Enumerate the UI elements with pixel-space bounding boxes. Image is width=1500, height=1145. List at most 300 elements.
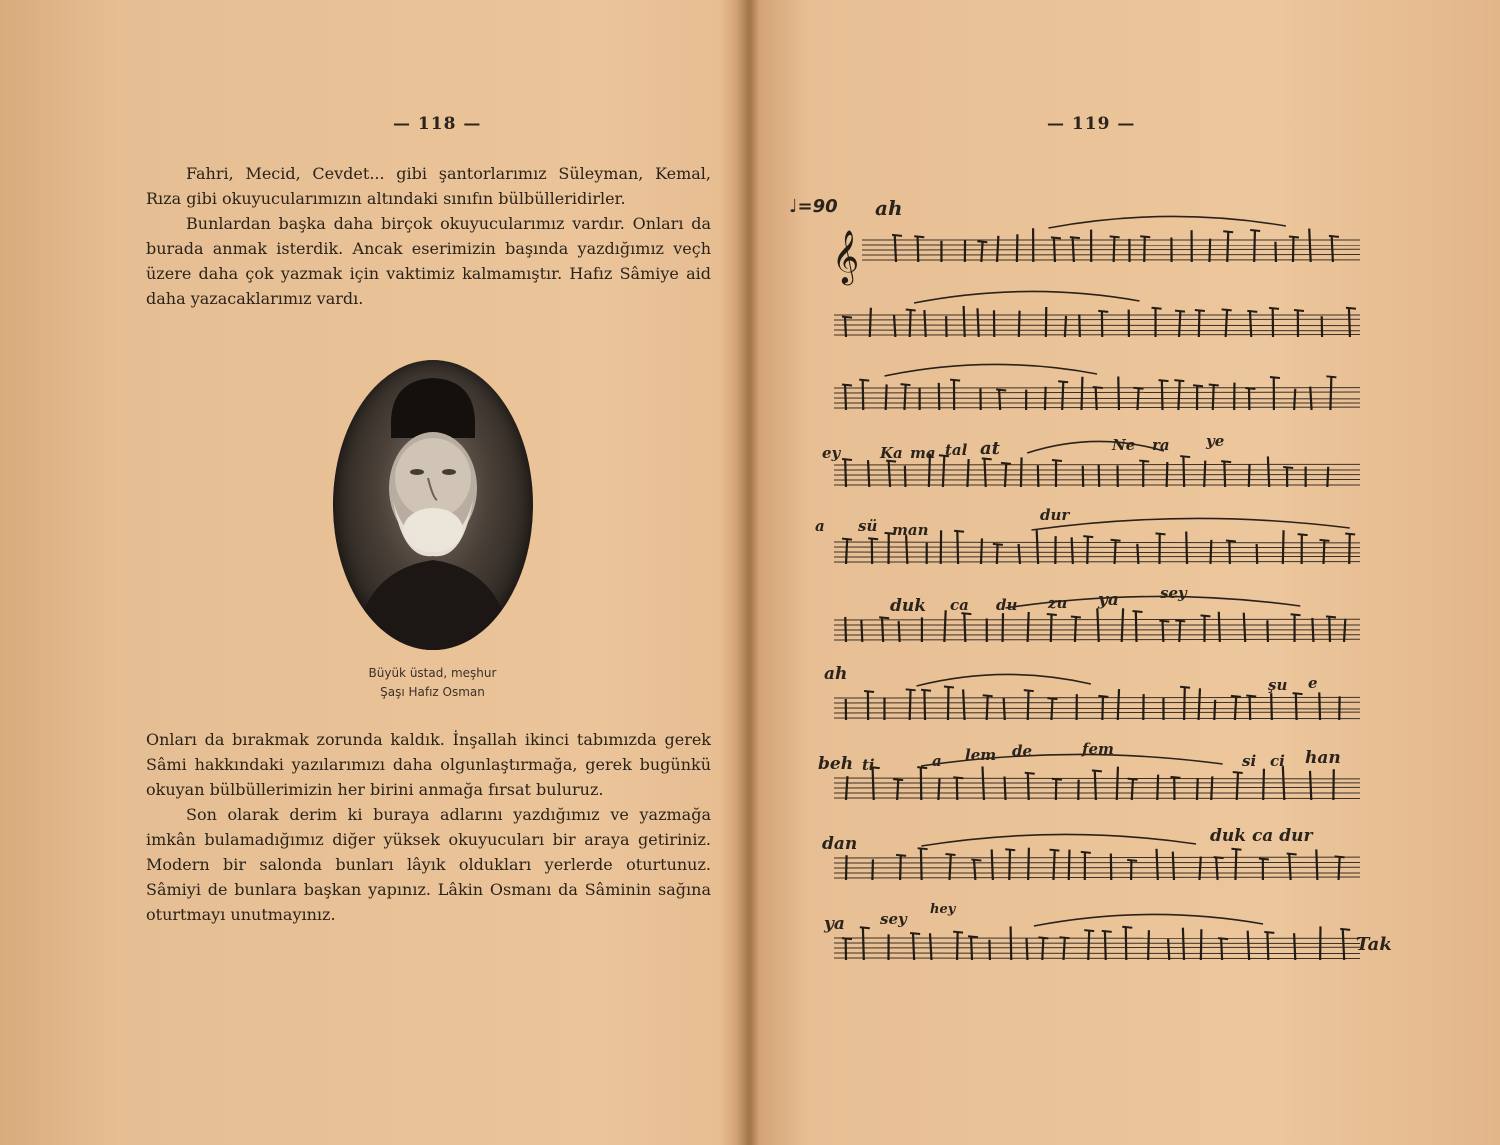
note-flag [993, 544, 1003, 545]
note-flag [1128, 779, 1138, 780]
note-stem [1118, 376, 1119, 410]
note-flag [946, 854, 956, 855]
lyric-syllable: ey [822, 444, 841, 462]
note-stem [1310, 771, 1311, 800]
note-flag [1159, 380, 1169, 381]
lyric-syllable: duk ca dur [1210, 826, 1313, 846]
note-stem [1004, 698, 1005, 720]
note-flag [879, 617, 889, 618]
note-flag [1231, 696, 1241, 697]
note-stem [1117, 767, 1118, 800]
note-stem [1257, 544, 1258, 564]
note-flag [1269, 308, 1279, 309]
note-flag [1140, 236, 1150, 237]
note-flag [1110, 236, 1120, 237]
note-flag [1005, 849, 1015, 850]
slur [1027, 441, 1164, 453]
note-flag [1084, 930, 1094, 931]
note-stem [957, 932, 958, 960]
note-flag [842, 938, 852, 939]
note-flag [1047, 698, 1057, 699]
lyric-syllable: sey [1160, 584, 1187, 602]
note-stem [1069, 850, 1070, 880]
note-stem [950, 854, 951, 880]
note-flag [1209, 385, 1219, 386]
lyric-syllable: ti [862, 756, 875, 774]
note-stem [861, 620, 862, 642]
note-stem [1309, 229, 1310, 262]
note-flag [1326, 616, 1336, 617]
note-flag [917, 767, 927, 768]
note-flag [914, 236, 924, 237]
note-flag [1175, 620, 1185, 621]
note-stem [845, 459, 846, 487]
note-flag [906, 689, 916, 690]
note-flag [1083, 536, 1093, 537]
paragraph: Fahri, Mecid, Cevdet... gibi şantorlarımız Süleyman, Kemal, Rıza gibi okuyucularımızın altındaki sınıfın bülbülleridirler. [146, 164, 711, 208]
note-stem [1157, 775, 1158, 800]
note-stem [1082, 377, 1083, 410]
note-stem [1144, 236, 1145, 262]
note-flag [944, 686, 954, 687]
note-stem [1289, 854, 1290, 880]
lyric-syllable: ma [910, 444, 936, 462]
note-stem [964, 613, 965, 642]
note-stem [1254, 230, 1255, 262]
note-stem [895, 235, 896, 262]
note-flag [1180, 456, 1190, 457]
portrait-image [333, 360, 533, 650]
note-stem [1114, 236, 1115, 262]
note-stem [977, 308, 978, 337]
left-page [0, 0, 748, 1145]
note-flag [1111, 540, 1121, 541]
note-flag [1155, 533, 1165, 534]
note-stem [997, 236, 998, 262]
note-stem [974, 860, 975, 880]
note-flag [1247, 311, 1257, 312]
note-flag [1102, 931, 1112, 932]
note-stem [1051, 698, 1052, 720]
slur [917, 674, 1091, 686]
staff [834, 291, 1360, 337]
note-stem [1005, 463, 1006, 487]
note-stem [1021, 457, 1022, 487]
note-flag [842, 317, 852, 318]
note-stem [1028, 612, 1029, 642]
lyric-syllable: at [980, 438, 1000, 459]
note-stem [845, 385, 846, 410]
note-flag [1052, 779, 1062, 780]
note-stem [1214, 700, 1215, 720]
note-stem [1163, 621, 1164, 642]
note-flag [1294, 310, 1304, 311]
note-stem [1162, 380, 1163, 410]
lyric-syllable: zu [1048, 594, 1068, 612]
note-stem [900, 855, 901, 880]
note-stem [1132, 779, 1133, 800]
note-flag [1195, 310, 1205, 311]
note-stem [1028, 848, 1029, 880]
lyric-syllable: a [932, 752, 942, 770]
note-stem [971, 936, 972, 960]
staff [834, 914, 1360, 960]
note-stem [1199, 688, 1200, 720]
note-stem [1316, 849, 1317, 880]
note-stem [967, 459, 968, 487]
paragraph: Son olarak derim ki buraya adlarını yazdığımız ve yazmağa imkân bulamadığımız diğer yüksek okuyucuları bir araya getiriniz. Modern bir salonda bunları lâyık oldukları yerlerde oturtunuz. Sâmiyi de bunlara başkan yapınız. Lâkin Osmanı da Sâminin sağına oturtmayı unutmayınız. [146, 805, 711, 924]
note-flag [1214, 857, 1224, 858]
note-stem [938, 779, 939, 800]
note-flag [1289, 236, 1299, 237]
note-stem [1079, 314, 1080, 337]
note-flag [893, 779, 903, 780]
note-flag [1093, 387, 1103, 388]
note-stem [886, 384, 887, 410]
tempo-marking: ♩=90 [789, 196, 838, 217]
note-stem [1097, 608, 1098, 642]
note-stem [845, 317, 846, 337]
note-stem [1019, 311, 1020, 337]
note-stem [1237, 772, 1238, 800]
note-stem [1075, 616, 1076, 642]
note-flag [996, 390, 1006, 391]
note-stem [872, 859, 873, 880]
note-stem [930, 933, 931, 960]
slur [1048, 216, 1285, 228]
note-flag [1001, 463, 1011, 464]
note-flag [1259, 859, 1269, 860]
note-flag [859, 380, 869, 381]
paragraph: Onları da bırakmak zorunda kaldık. İnşallah ikinci tabımızda gerek Sâmi hakkındaki yazılarımızı daha olgunlaştırmağa, gerek bugünkü okuyan bülbüllerimizin her birini anmağa fırsat buluruz. [146, 730, 711, 799]
note-stem [846, 776, 847, 800]
note-flag [1038, 937, 1048, 938]
note-stem [957, 777, 958, 800]
note-stem [868, 460, 869, 487]
note-stem [1009, 849, 1010, 880]
caption-line: Büyük üstad, meşhur [368, 666, 497, 680]
note-stem [1199, 857, 1200, 880]
note-flag [1335, 856, 1345, 857]
note-stem [1178, 380, 1179, 410]
note-stem [1275, 242, 1276, 262]
note-flag [1127, 860, 1137, 861]
note-flag [1081, 852, 1091, 853]
note-stem [1199, 310, 1200, 337]
note-flag [1092, 770, 1102, 771]
note-stem [846, 539, 847, 564]
note-stem [1126, 927, 1127, 960]
note-stem [1028, 690, 1029, 720]
note-flag [1098, 311, 1108, 312]
note-stem [1213, 385, 1214, 410]
note-stem [1332, 236, 1333, 262]
note-stem [846, 855, 847, 880]
note-flag [896, 855, 906, 856]
note-stem [1179, 311, 1180, 337]
note-stem [944, 610, 945, 642]
note-stem [1184, 687, 1185, 720]
note-stem [1293, 236, 1294, 262]
lyric-syllable: ya [824, 914, 845, 934]
right-page [752, 0, 1500, 1145]
note-flag [1180, 687, 1190, 688]
note-stem [982, 766, 983, 800]
portrait-photo [333, 360, 533, 650]
text-block-bottom [146, 727, 711, 927]
note-flag [953, 777, 963, 778]
note-stem [1011, 926, 1012, 960]
text-block-top [146, 161, 711, 311]
lyric-syllable: sey [880, 910, 907, 928]
note-stem [987, 695, 988, 720]
note-flag [1264, 932, 1274, 933]
note-stem [1344, 619, 1345, 642]
note-stem [1327, 467, 1328, 487]
note-stem [1294, 933, 1295, 960]
note-stem [1087, 536, 1088, 564]
note-flag [977, 241, 987, 242]
note-stem [1227, 231, 1228, 262]
note-flag [971, 860, 981, 861]
note-stem [1099, 465, 1100, 487]
note-flag [1270, 377, 1280, 378]
note-stem [1312, 618, 1313, 642]
note-stem [1226, 309, 1227, 337]
lyric-syllable: duk [890, 596, 927, 616]
note-flag [1233, 772, 1243, 773]
lyric-syllable: ah [824, 664, 848, 684]
note-stem [1073, 237, 1074, 262]
note-stem [1283, 766, 1284, 800]
staff [834, 364, 1360, 410]
note-flag [1047, 614, 1057, 615]
note-flag [892, 235, 902, 236]
note-stem [1283, 530, 1284, 564]
slur [1031, 518, 1349, 530]
note-flag [1159, 621, 1169, 622]
note-stem [943, 455, 944, 487]
note-stem [1168, 939, 1169, 960]
note-flag [864, 691, 874, 692]
note-stem [1250, 311, 1251, 337]
note-stem [1179, 620, 1180, 642]
note-stem [910, 689, 911, 720]
note-stem [1197, 778, 1198, 800]
note-flag [1221, 461, 1231, 462]
note-stem [1137, 544, 1138, 564]
note-stem [1045, 387, 1046, 410]
note-stem [1244, 613, 1245, 642]
note-stem [1167, 462, 1168, 487]
note-flag [1174, 380, 1184, 381]
note-stem [1105, 931, 1106, 960]
note-stem [1062, 381, 1063, 410]
note-flag [1122, 927, 1132, 928]
note-stem [924, 310, 925, 337]
note-stem [899, 621, 900, 642]
note-stem [1186, 531, 1187, 564]
note-flag [1340, 929, 1350, 930]
note-stem [1136, 611, 1137, 642]
lyric-syllable: beh [818, 754, 854, 774]
note-stem [1249, 464, 1250, 487]
slur [1034, 914, 1263, 926]
note-flag [1024, 690, 1034, 691]
note-flag [1132, 611, 1142, 612]
lyric-syllable: dan [822, 834, 858, 854]
note-stem [863, 380, 864, 410]
page-number-118: — 118 — [393, 114, 482, 134]
paragraph: Bunlardan başka daha birçok okuyucularımız vardır. Onları da burada anmak isterdik. Ancak eserimizin başında yazdığımız veçh üzere daha çok yazmak için vaktimiz kalmamıştır. Hafız Sâmiye aid daha yazacaklarımız vardı. [146, 214, 711, 308]
note-stem [1064, 937, 1065, 960]
lyric-syllable: ca [950, 596, 969, 614]
note-flag [983, 695, 993, 696]
note-stem [1173, 852, 1174, 880]
note-stem [1122, 608, 1123, 642]
note-stem [1324, 540, 1325, 564]
note-stem [981, 241, 982, 262]
note-flag [1170, 777, 1180, 778]
note-flag [900, 384, 910, 385]
note-stem [870, 308, 871, 337]
note-stem [1229, 541, 1230, 564]
note-flag [1250, 230, 1260, 231]
lyric-syllable: tal [945, 441, 968, 459]
note-flag [954, 531, 964, 532]
note-stem [1349, 534, 1350, 564]
note-stem [1263, 769, 1264, 800]
note-stem [906, 535, 907, 564]
note-stem [1042, 937, 1043, 960]
note-flag [918, 848, 928, 849]
lyric-syllable: du [996, 596, 1018, 614]
note-flag [950, 380, 960, 381]
note-flag [1025, 773, 1035, 774]
note-flag [1175, 311, 1185, 312]
note-flag [1298, 534, 1308, 535]
note-stem [1088, 930, 1089, 960]
lyric-syllable: ra [1152, 436, 1170, 454]
note-flag [1226, 541, 1236, 542]
note-stem [1216, 857, 1217, 880]
note-flag [1218, 938, 1228, 939]
lyric-syllable: si [1242, 752, 1257, 770]
slur [921, 834, 1196, 846]
lyric-syllable: e [1308, 674, 1318, 692]
note-stem [1267, 932, 1268, 960]
page-number-119: — 119 — [1047, 114, 1136, 134]
note-stem [918, 236, 919, 262]
caption-line: Şaşı Hafız Osman [380, 685, 485, 699]
note-stem [1118, 689, 1119, 720]
note-stem [1017, 234, 1018, 262]
note-stem [1038, 465, 1039, 487]
note-stem [1095, 770, 1096, 800]
staff [862, 216, 1360, 262]
lyric-syllable: ci [1270, 752, 1285, 770]
note-stem [1137, 388, 1138, 410]
note-flag [1098, 696, 1108, 697]
note-stem [1248, 931, 1249, 960]
note-stem [1028, 773, 1029, 800]
note-flag [1346, 308, 1356, 309]
lyric-syllable: han [1305, 748, 1341, 768]
note-flag [842, 539, 852, 540]
note-stem [894, 315, 895, 337]
note-stem [1294, 389, 1295, 410]
note-stem [1268, 456, 1269, 487]
note-stem [1329, 616, 1330, 642]
note-stem [897, 779, 898, 800]
note-stem [1027, 938, 1028, 960]
note-stem [1054, 237, 1055, 262]
lyric-syllable: ya [1098, 590, 1119, 610]
note-flag [910, 933, 920, 934]
note-stem [863, 927, 864, 960]
note-stem [1148, 930, 1149, 960]
note-flag [1071, 616, 1081, 617]
note-stem [1204, 461, 1205, 487]
note-flag [1291, 614, 1301, 615]
portrait-caption [300, 664, 565, 702]
note-stem [889, 461, 890, 487]
note-stem [1072, 537, 1073, 564]
note-stem [1219, 612, 1220, 642]
note-stem [1310, 387, 1311, 410]
lyric-syllable: man [892, 521, 929, 539]
lyric-syllable: dur [1040, 506, 1070, 524]
note-stem [992, 849, 993, 880]
note-flag [1287, 854, 1297, 855]
note-flag [1223, 231, 1233, 232]
note-flag [1326, 376, 1336, 377]
note-stem [1224, 461, 1225, 487]
music-staves [782, 180, 1472, 980]
note-flag [1051, 237, 1061, 238]
lyric-syllable: ah [875, 196, 903, 220]
note-stem [1037, 530, 1038, 564]
handwritten-music-score [782, 180, 1472, 980]
note-flag [1345, 534, 1355, 535]
note-stem [981, 538, 982, 564]
note-flag [1070, 237, 1080, 238]
note-flag [1200, 615, 1210, 616]
note-flag [1193, 385, 1203, 386]
note-stem [921, 848, 922, 880]
note-flag [868, 538, 878, 539]
note-stem [845, 617, 846, 642]
note-stem [1065, 316, 1066, 337]
note-stem [1210, 540, 1211, 564]
note-stem [904, 384, 905, 410]
note-flag [1058, 381, 1068, 382]
note-flag [842, 385, 852, 386]
note-stem [1115, 540, 1116, 564]
note-stem [964, 306, 965, 337]
note-stem [1211, 776, 1212, 800]
note-flag [842, 459, 852, 460]
note-flag [1052, 460, 1062, 461]
note-stem [1053, 850, 1054, 880]
note-flag [1293, 693, 1303, 694]
note-stem [948, 686, 949, 720]
note-stem [1019, 544, 1020, 564]
note-flag [1329, 236, 1339, 237]
note-stem [1209, 239, 1210, 262]
lyric-syllable: lem [965, 746, 997, 764]
note-stem [1339, 856, 1340, 880]
